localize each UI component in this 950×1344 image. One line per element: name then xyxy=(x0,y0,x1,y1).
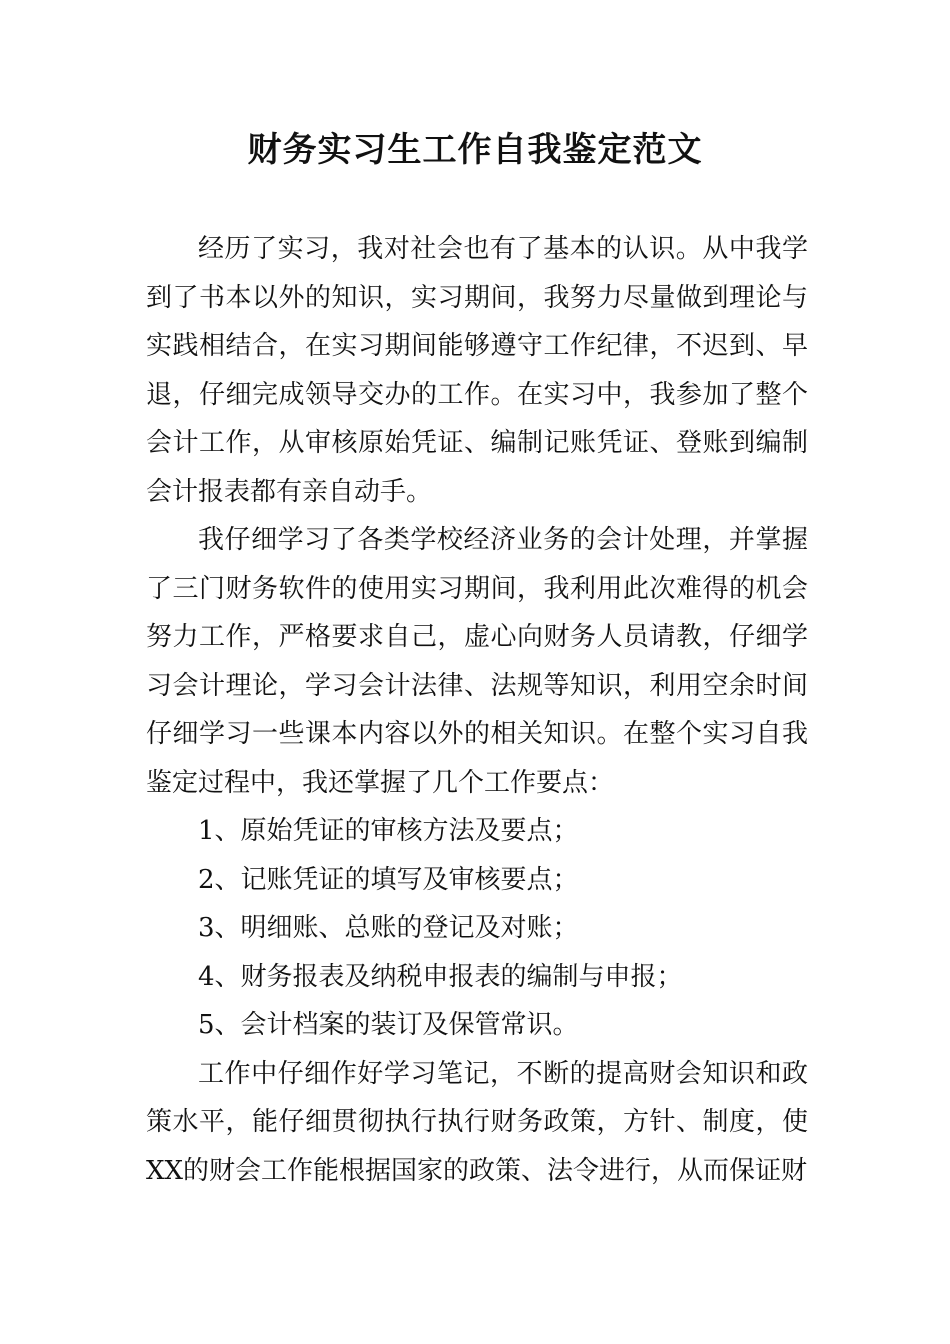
document-title: 财务实习生工作自我鉴定范文 xyxy=(247,130,703,170)
list-item-3: 3、明细账、总账的登记及对账； xyxy=(198,913,579,943)
list-item-4: 4、财务报表及纳税申报表的编制与申报； xyxy=(198,961,683,992)
paragraph-1: 经历了实习，我对社会也有了基本的认识。从中我学到了书本以外的知识，实习期间，我努力尽量做到理论与实践相结合，在实习期间能够遵守工作纪律，不迟到、早退，仔细完成领导交办的工作。在实习中，我参加了整个会计工作，从审核原始凭证、编制记账凭证、登账到编制会计报表都有亲自动手。 xyxy=(146,234,808,507)
document-body xyxy=(146,225,808,1195)
list-item-1: 1、原始凭证的审核方法及要点； xyxy=(198,816,579,846)
paragraph-3: 工作中仔细作好学习笔记，不断的提高财会知识和政策水平，能仔细贯彻执行执行财务政策，方针、制度，使XX的财会工作能根据国家的政策、法令进行，从而保证财 xyxy=(146,1058,808,1186)
list-item-2: 2、记账凭证的填写及审核要点； xyxy=(198,864,579,895)
paragraph-2: 我仔细学习了各类学校经济业务的会计处理，并掌握了三门财务软件的使用实习期间，我利用此次难得的机会努力工作，严格要求自己，虚心向财务人员请教，仔细学习会计理论，学习会计法律、法规等知识，利用空余时间仔细学习一些课本内容以外的相关知识。在整个实习自我鉴定过程中，我还掌握了几个工作要点： xyxy=(146,525,808,798)
list-item-5: 5、会计档案的装订及保管常识。 xyxy=(198,1010,579,1040)
